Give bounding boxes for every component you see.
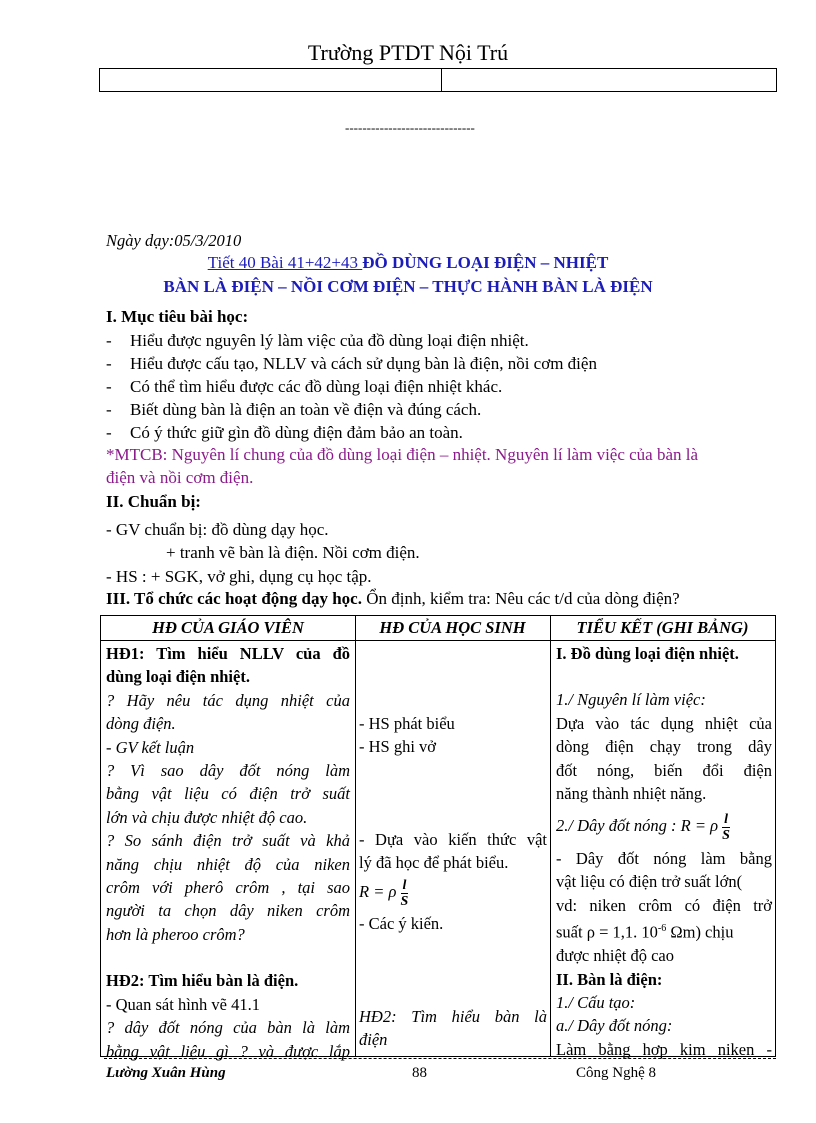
header-tk: TIỂU KẾT (GHI BẢNG): [576, 618, 749, 637]
footer-author: Lường Xuân Hùng: [106, 1065, 226, 1081]
hs-column: - HS phát biểu - HS ghi vở: [359, 714, 455, 757]
tk-column: I. Đồ dùng loại điện nhiệt. 1./ Nguyên lí làm việc: Dựa vào tác dụng nhiệt của dòng điện chạy trong dây đốt nóng, biến đổi điện năng thành nhiệt năng.: [556, 644, 772, 804]
hs-answer-4: - Các ý kiến.: [359, 914, 444, 933]
lesson-subtitle: BÀN LÀ ĐIỆN – NỒI CƠM ĐIỆN – THỰC HÀNH BÀN LÀ ĐIỆN: [163, 277, 653, 296]
separator-line: ------------------------------: [345, 120, 475, 135]
section3-rest: Ổn định, kiểm tra: Nêu các t/d của dòng điện?: [361, 589, 680, 608]
section3-heading: III. Tổ chức các hoạt động dạy học.: [106, 589, 362, 608]
section2-heading: II. Chuẩn bị:: [106, 492, 201, 511]
tk-wire: - Dây đốt nóng làm bằng vật liệu có điện trở suất lớn( vd: niken crôm có điện trở suất ρ = 1,1. $10^{-6}$ Ωm) chịu được nhiệt độ cao II. Bàn là điện: 1./ Cấu tạo: a./ Dây đốt nóng: Làm bằng hợp kim niken -: [556, 849, 772, 1059]
hs-hd2: HĐ2: Tìm hiểu bàn là điện: [359, 1007, 547, 1050]
table-col-divider: [355, 616, 356, 1056]
school-name: Trường PTDT Nội Trú: [307, 40, 509, 65]
lesson-title: [0, 253, 816, 273]
header-hs: HĐ CỦA HỌC SINH: [379, 618, 526, 637]
prep-gv-sub: + tranh vẽ bàn là điện. Nồi cơm điện.: [166, 543, 420, 562]
hs-formula: R = ρ $\frac{l}{S}$: [359, 877, 409, 909]
prep-hs: - HS : + SGK, vở ghi, dụng cụ học tập.: [106, 567, 372, 586]
lesson-title-main: ĐỒ DÙNG LOẠI ĐIỆN – NHIỆT: [362, 253, 609, 272]
table-header-divider: [101, 640, 775, 641]
mtcb-line-1: *MTCB: Nguyên lí chung của đồ dùng loại điện – nhiệt. Nguyên lí làm việc của bàn là: [106, 445, 699, 464]
gv-column: HĐ1: Tìm hiểu NLLV của đồ dùng loại điện nhiệt. ? Hãy nêu tác dụng nhiệt của dòng điện. - GV kết luận ? Vì sao dây đốt nóng làm bằng vật liệu có điện trở suất lớn và chịu được nhiệt độ cao. ? So sánh điện trở suất và khả năng chịu nhiệt độ của niken crôm với pherô crôm , tại sao người ta chọn dây niken crôm hơn là pheroo crôm? HĐ2: Tìm hiểu bàn là điện. - Quan sát hình vẽ 41.1 ? dây đốt nóng của bàn là làm bằng vật liệu gì ? và được lắp: [106, 644, 350, 1061]
footer-page-number: 88: [412, 1065, 427, 1081]
prep-gv: - GV chuẩn bị: đồ dùng dạy học.: [106, 520, 329, 539]
lesson-title-prefix: Tiết 40 Bài 41+42+43: [207, 253, 363, 272]
formula-fraction: $\frac{l}{S}$: [722, 811, 730, 843]
section3-line: [106, 589, 680, 609]
header-table: [99, 68, 777, 92]
hs-answer-3: - Dựa vào kiến thức vật lý đã học để phát biểu.: [359, 830, 547, 873]
lesson-date: Ngày dạy:05/3/2010: [106, 231, 242, 250]
table-col-divider: [550, 616, 551, 1056]
header-gv: HĐ CỦA GIÁO VIÊN: [152, 618, 304, 637]
footer-subject: Công Nghệ 8: [576, 1065, 656, 1081]
tk-formula: 2./ Dây đốt nóng : R = ρ $\frac{l}{S}$: [556, 811, 730, 843]
formula-fraction: $\frac{l}{S}$: [400, 877, 409, 909]
mtcb-line-2: điện và nồi cơm điện.: [106, 468, 254, 487]
activity-table: [100, 615, 776, 1061]
section1-heading: I. Mục tiêu bài học:: [106, 307, 249, 326]
header-divider: [441, 69, 442, 91]
footer-rule: [104, 1058, 776, 1059]
